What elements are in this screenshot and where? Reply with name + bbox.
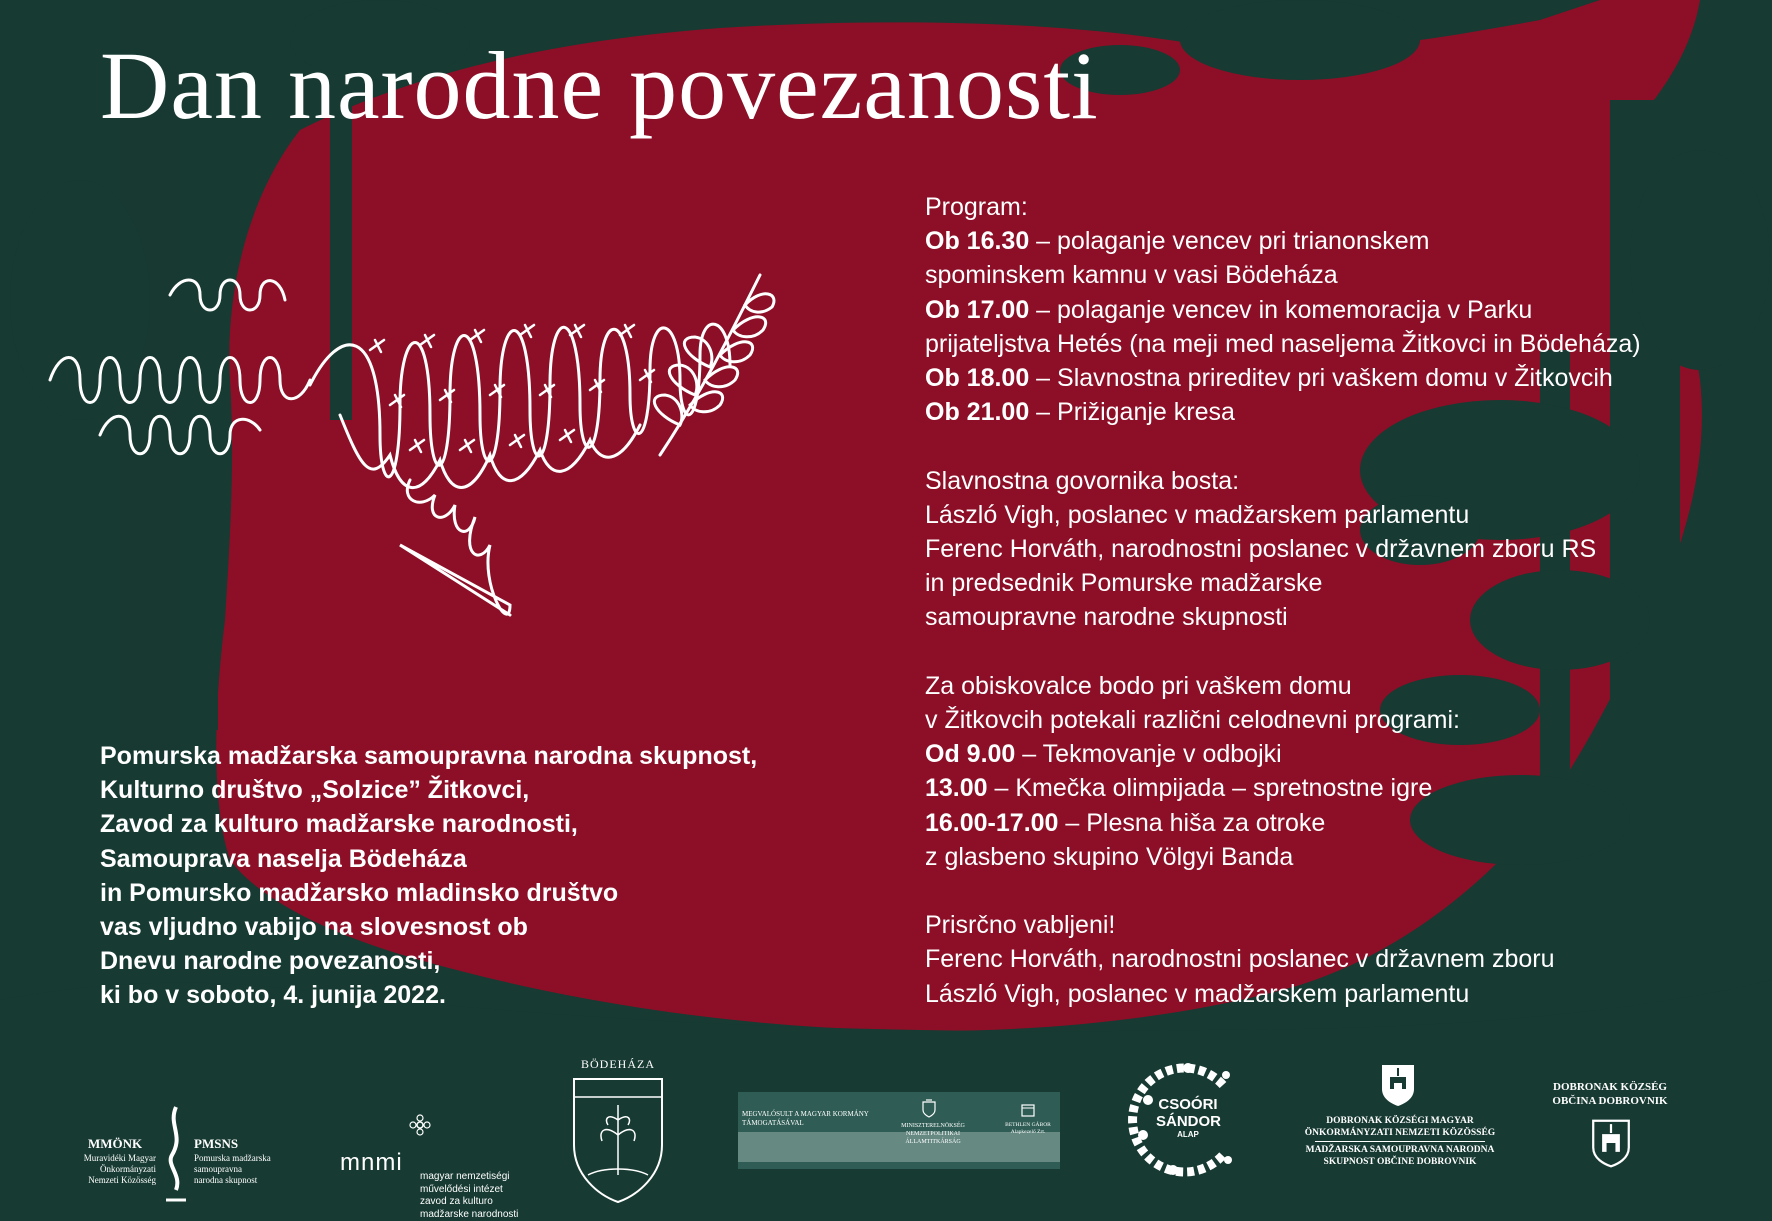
program-text: Prižiganje kresa: [1057, 398, 1235, 426]
coil-tail: [400, 480, 510, 615]
mmonk-line: Nemzeti Közösség: [82, 1175, 156, 1186]
invitation-line: Prisrčno vabljeni!: [925, 908, 1745, 942]
program-time: Ob 21.00: [925, 398, 1029, 426]
page-title: Dan narodne povezanosti: [100, 30, 1099, 141]
mnmi-wordmark: mnmi: [340, 1149, 403, 1177]
invitation-line: László Vigh, poslanec v madžarskem parlamentu: [925, 977, 1745, 1011]
coil-left: [50, 358, 310, 403]
csoori-sandor-alap-logo: [1128, 1060, 1248, 1180]
dobronak-municipality-crest-icon: [1591, 1118, 1631, 1168]
csoori-line: SÁNDOR: [1156, 1113, 1220, 1130]
visitors-line: v Žitkovcih potekali različni celodnevni programi:: [925, 703, 1745, 737]
bodehaza-coat-of-arms: [563, 1057, 673, 1207]
mmonk-title: MMÖNK: [88, 1136, 142, 1152]
program-text: polaganje vencev in komemoracija v Parku: [1057, 296, 1532, 324]
mnmi-line: művelődési intézet: [420, 1184, 518, 1197]
visitors-time: 13.00: [925, 774, 988, 802]
program-time: Ob 18.00: [925, 364, 1029, 392]
bethlen-crest-icon: [1020, 1102, 1036, 1118]
fern-leaves: [654, 294, 774, 425]
hungarian-crest-icon: [921, 1098, 937, 1118]
organizer-line: vas vljudno vabijo na slovesnost ob: [100, 910, 800, 944]
pmsns-line: narodna skupnost: [194, 1175, 271, 1186]
speaker-line: Ferenc Horváth, narodnostni poslanec v državnem zboru RS: [925, 532, 1745, 566]
coil-body-lower: [340, 415, 640, 488]
visitors-text: Tekmovanje v odbojki: [1043, 740, 1282, 768]
visitors-text: Plesna hiša za otroke: [1086, 809, 1325, 837]
coil-lower-left: [100, 416, 260, 454]
invitation-line: Ferenc Horváth, narodnostni poslanec v državnem zboru: [925, 942, 1745, 976]
dobronak-community-line: MADŽARSKA SAMOUPRAVNA NARODNA: [1300, 1144, 1500, 1156]
dobronak-crest-icon: [1380, 1063, 1416, 1107]
organizer-line: Dnevu narodne povezanosti,: [100, 944, 800, 978]
program-item-2: Ob 17.00 – polaganje vencev in komemoracija v Parku: [925, 293, 1745, 327]
program-item-3: Ob 18.00 – Slavnostna prireditev pri vaškem domu v Žitkovcih: [925, 361, 1745, 395]
government-line: MEGVALÓSULT A MAGYAR KORMÁNY: [742, 1110, 869, 1119]
organizer-line: ki bo v soboto, 4. junija 2022.: [100, 978, 800, 1012]
flower-icon: [408, 1113, 432, 1137]
program-text: prijateljstva Hetés (na meji med naseljema Žitkovci in Bödeháza): [925, 327, 1745, 361]
program-heading: Program:: [925, 190, 1745, 224]
organizer-line: Zavod za kulturo madžarske narodnosti,: [100, 807, 800, 841]
government-support-banner: [738, 1092, 1060, 1169]
visitors-text: Kmečka olimpijada – spretnostne igre: [1015, 774, 1432, 802]
visitors-line: Za obiskovalce bodo pri vaškem domu: [925, 669, 1745, 703]
csoori-line: CSOÓRI: [1156, 1096, 1220, 1113]
visitors-extra: z glasbeno skupino Völgyi Banda: [925, 840, 1745, 874]
government-line: TÁMOGATÁSÁVAL: [742, 1119, 869, 1128]
program-item-1: Ob 16.30 – polaganje vencev pri trianonskem: [925, 224, 1745, 258]
government-line: BETHLEN GÁBOR: [1000, 1122, 1056, 1129]
event-info: [925, 190, 1745, 1011]
program-text: polaganje vencev pri trianonskem: [1057, 227, 1429, 255]
mmonk-line: Önkormányzati: [82, 1164, 156, 1175]
pmsns-line: Pomurska madžarska: [194, 1153, 271, 1164]
program-time: Ob 17.00: [925, 296, 1029, 324]
visitors-item-1: Od 9.00 – Tekmovanje v odbojki: [925, 737, 1745, 771]
mnmi-line: zavod za kulturo: [420, 1196, 518, 1209]
program-text: spominskem kamnu v vasi Bödeháza: [925, 258, 1745, 292]
flame-emblem-icon: [162, 1105, 190, 1205]
mnmi-line: magyar nemzetiségi: [420, 1171, 518, 1184]
organizer-line: Samouprava naselja Bödeháza: [100, 842, 800, 876]
program-item-4: Ob 21.00 – Prižiganje kresa: [925, 395, 1745, 429]
csoori-line: ALAP: [1156, 1130, 1220, 1140]
bodehaza-title: BÖDEHÁZA: [563, 1057, 673, 1072]
mnmi-logo: [340, 1113, 520, 1213]
speaker-line: samoupravne narodne skupnosti: [925, 600, 1745, 634]
organizer-line: in Pomursko madžarsko mladinsko društvo: [100, 876, 800, 910]
sponsor-logos: [0, 1045, 1772, 1218]
government-line: MINISZTERELNÖKSÉG: [888, 1122, 978, 1130]
speaker-line: in predsednik Pomurske madžarske: [925, 566, 1745, 600]
dobronak-community-line: SKUPNOST OBČINE DOBROVNIK: [1300, 1156, 1500, 1168]
government-line: NEMZETPOLITIKAI ÁLLAMTITKÁRSÁG: [888, 1130, 978, 1146]
mmonk-pmsns-logo: [82, 1105, 292, 1215]
dobronak-municipality-logo: [1535, 1080, 1685, 1190]
barbed-wire-fern-illustration: [40, 255, 900, 705]
government-line: Alapkezelő Zrt.: [1000, 1129, 1056, 1136]
shield-icon: [568, 1075, 668, 1205]
pmsns-line: samoupravna: [194, 1164, 271, 1175]
dobronak-municipality-line: OBČINA DOBROVNIK: [1535, 1094, 1685, 1108]
dobronak-community-line: DOBRONAK KÖZSÉGI MAGYAR: [1300, 1115, 1500, 1127]
pmsns-title: PMSNS: [194, 1136, 238, 1152]
visitors-time: Od 9.00: [925, 740, 1015, 768]
mnmi-line: madžarske narodnosti: [420, 1209, 518, 1221]
organizer-line: Kulturno društvo „Solzice” Žitkovci,: [100, 773, 800, 807]
organizer-line: Pomurska madžarska samoupravna narodna skupnost,: [100, 739, 800, 773]
speakers-heading: Slavnostna govornika bosta:: [925, 464, 1745, 498]
speaker-line: László Vigh, poslanec v madžarskem parlamentu: [925, 498, 1745, 532]
dobronak-community-logo: [1300, 1063, 1500, 1193]
visitors-item-3: 16.00-17.00 – Plesna hiša za otroke: [925, 806, 1745, 840]
visitors-time: 16.00-17.00: [925, 809, 1058, 837]
dobronak-municipality-line: DOBRONAK KÖZSÉG: [1535, 1080, 1685, 1094]
visitors-item-2: 13.00 – Kmečka olimpijada – spretnostne igre: [925, 771, 1745, 805]
mmonk-line: Muravidéki Magyar: [82, 1153, 156, 1164]
coil-top-left: [170, 280, 285, 310]
organizers-block: [100, 739, 800, 1013]
program-time: Ob 16.30: [925, 227, 1029, 255]
program-text: Slavnostna prireditev pri vaškem domu v Žitkovcih: [1057, 364, 1613, 392]
dobronak-community-line: ÖNKORMÁNYZATI NEMZETI KÖZÖSSÉG: [1300, 1127, 1500, 1139]
